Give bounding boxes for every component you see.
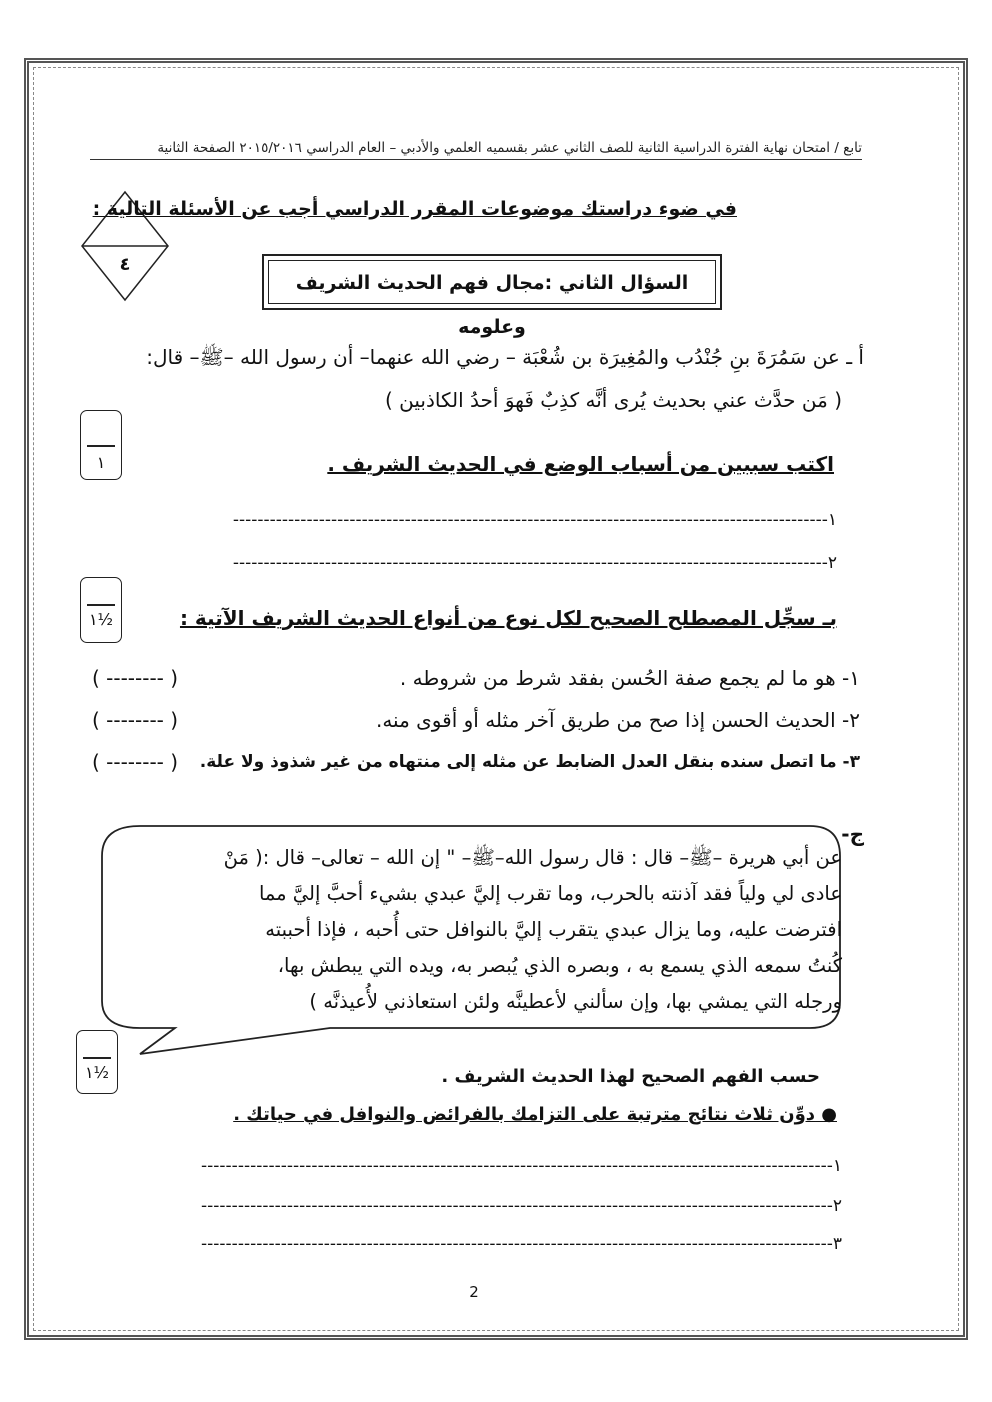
exam-header: تابع / امتحان نهاية الفترة الدراسية الثانية للصف الثاني عشر بقسميه العلمي والأدبي – العام الدراسي ٢٠١٥/٢٠١٦ الصفحة الثانية <box>90 140 862 160</box>
part-a-line1: أ ـ عن سَمُرَةَ بنِ جُنْدُب والمُغِيرَة بن شُعْبَة – رضي الله عنهما– أن رسول الله –ﷺ– قال: <box>146 345 864 369</box>
part-a-mark-box <box>80 410 122 480</box>
part-b-blank-3[interactable]: ( -------- ) <box>92 750 179 774</box>
part-c-mark: ١½ <box>84 1063 110 1082</box>
hadith-line-5: ورجله التي يمشي بها، وإن سألني لأعطينَّه ولئن استعاذني لأُعيذنَّه ) <box>309 990 842 1013</box>
part-b-item-1: ١- هو ما لم يجمع صفة الحُسن بفقد شرط من شروطه . <box>399 666 860 690</box>
part-b-blank-2[interactable]: ( -------- ) <box>92 708 179 732</box>
part-b-blank-1[interactable]: ( -------- ) <box>92 666 179 690</box>
part-b-item-2: ٢- الحديث الحسن إذا صح من طريق آخر مثله أو أقوى منه. <box>375 708 860 732</box>
part-b-task: بـ سجِّل المصطلح الصحيح لكل نوع من أنواع الحديث الشريف الآتية : <box>179 606 837 630</box>
part-a-mark: ١ <box>96 453 106 472</box>
hadith-line-4: كُنتُ سمعه الذي يسمع به ، وبصره الذي يُبصر به، ويده التي يبطش بها، <box>277 954 842 977</box>
answer-line-a2[interactable]: ٢------------------------------------------------------------------------------------------------- <box>232 553 837 573</box>
part-a-task: اكتب سببين من أسباب الوضع في الحديث الشريف . <box>327 452 834 476</box>
answer-line-c2[interactable]: ٢------------------------------------------------------------------------------------------------------- <box>201 1196 842 1216</box>
question-title: السؤال الثاني :مجال فهم الحديث الشريف وعلومه <box>268 260 716 304</box>
part-c-label: ج- <box>841 822 864 846</box>
question-total-mark: ٤ <box>119 254 131 275</box>
instruction: في ضوء دراستك موضوعات المقرر الدراسي أجب عن الأسئلة التالية : <box>92 198 737 220</box>
part-c-mark-box <box>76 1030 118 1094</box>
part-b-item-3: ٣- ما اتصل سنده بنقل العدل الضابط عن مثله إلى منتهاه من غير شذوذ ولا علة. <box>199 752 860 772</box>
answer-line-a1[interactable]: ١------------------------------------------------------------------------------------------------- <box>232 510 837 530</box>
answer-line-c1[interactable]: ١------------------------------------------------------------------------------------------------------- <box>201 1156 842 1176</box>
hadith-line-1: عن أبي هريرة –ﷺ– قال : قال رسول الله–ﷺ– " إن الله – تعالى– قال :( مَنْ <box>223 846 842 869</box>
answer-line-c3[interactable]: ٣------------------------------------------------------------------------------------------------------- <box>201 1234 842 1254</box>
bullet-icon: ● <box>815 1104 837 1125</box>
hadith-text <box>162 840 842 1020</box>
part-c-task: ● دوِّن ثلاث نتائج مترتبة على التزامك بالفرائض والنوافل في حياتك . <box>233 1104 837 1125</box>
page-number: 2 <box>469 1283 479 1301</box>
part-c-context: حسب الفهم الصحيح لهذا الحديث الشريف . <box>441 1066 820 1087</box>
question-title-box <box>262 254 722 338</box>
part-b-mark: ١½ <box>88 610 114 629</box>
part-a-hadith: ( مَن حدَّث عني بحديث يُرى أنَّه كذِبٌ فَهوَ أحدُ الكاذبين ) <box>385 388 842 412</box>
hadith-line-3: افترضت عليه، وما يزال عبدي يتقرب إليَّ بالنوافل حتى أُحبه ، فإذا أحببته <box>265 918 842 941</box>
part-b-mark-box <box>80 577 122 643</box>
hadith-line-2: عادى لي ولياً فقد آذنته بالحرب، وما تقرب إليَّ عبدي بشيء أحبَّ إليَّ مما <box>258 882 842 905</box>
